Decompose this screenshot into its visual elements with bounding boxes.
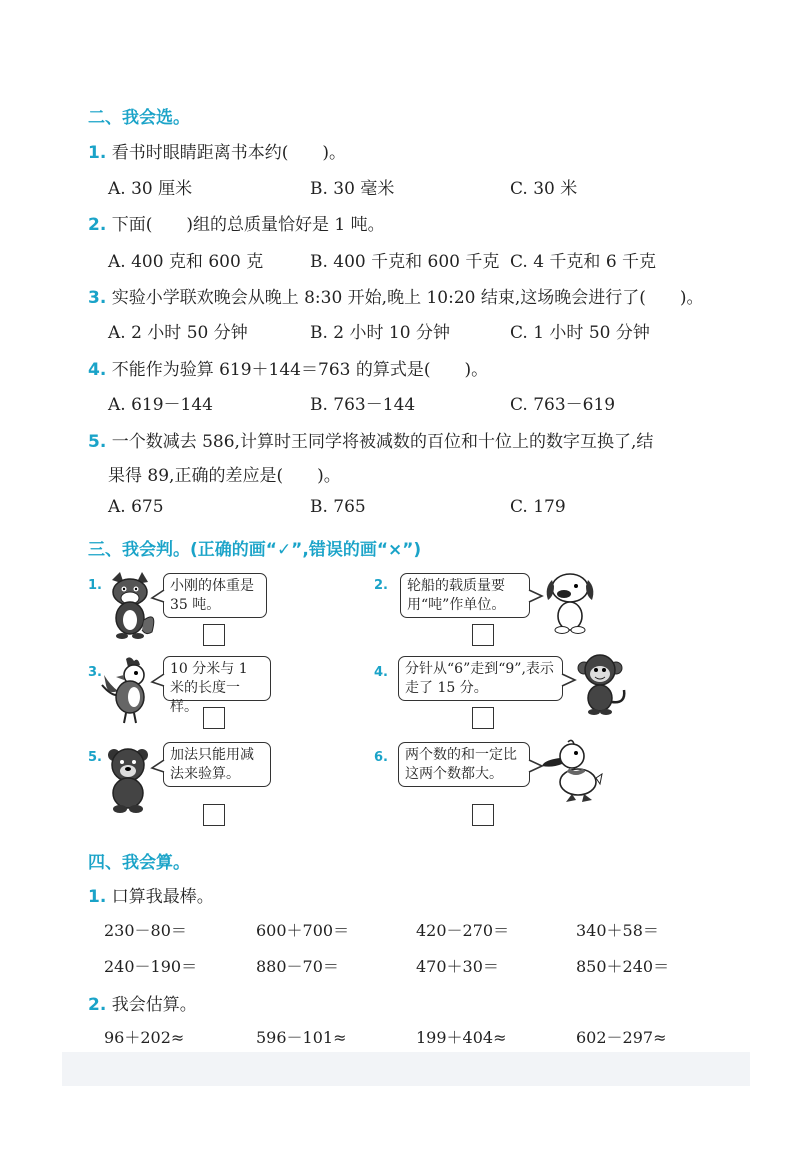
question-text: 下面( )组的总质量恰好是 1 吨。 — [111, 215, 385, 235]
part-1-heading — [88, 882, 214, 907]
option-a[interactable]: A. 2 小时 50 分钟 — [108, 323, 248, 343]
option-c[interactable]: C. 1 小时 50 分钟 — [510, 323, 650, 343]
question-number: 4. — [88, 360, 107, 380]
calc-item[interactable]: 240－190＝ — [104, 957, 198, 976]
section-4-title: 四、我会算。 — [88, 853, 190, 873]
calc-item[interactable]: 600＋700＝ — [256, 921, 350, 940]
part-title: 口算我最棒。 — [111, 887, 214, 907]
calc-item[interactable]: 340＋58＝ — [576, 921, 659, 940]
question-number: 1. — [88, 143, 107, 163]
calc-item[interactable]: 470＋30＝ — [416, 957, 499, 976]
calc-item[interactable]: 850＋240＝ — [576, 957, 670, 976]
speech-bubble: 两个数的和一定比这两个数都大。 — [398, 742, 530, 787]
judge-number: 4. — [374, 665, 388, 680]
judge-number: 2. — [374, 578, 388, 593]
bottom-band — [62, 1052, 750, 1086]
option-a[interactable]: A. 675 — [108, 497, 164, 517]
option-b[interactable]: B. 763－144 — [310, 395, 416, 415]
calc-item[interactable]: 420－270＝ — [416, 921, 510, 940]
question-text: 实验小学联欢晚会从晚上 8:30 开始,晚上 10:20 结束,这场晚会进行了( )。 — [111, 288, 704, 308]
speech-bubble: 加法只能用减法来验算。 — [163, 742, 271, 787]
speech-bubble: 分针从“6”走到“9”,表示走了 15 分。 — [398, 656, 563, 701]
option-a[interactable]: A. 30 厘米 — [108, 179, 193, 199]
judge-number: 5. — [88, 750, 102, 765]
question-text-line1: 一个数减去 586,计算时王同学将被减数的百位和十位上的数字互换了,结 — [111, 432, 654, 452]
estimate-item[interactable]: 602－297≈ — [576, 1028, 667, 1047]
option-b[interactable]: B. 400 千克和 600 千克 — [310, 252, 500, 272]
part-2-heading — [88, 990, 197, 1015]
option-c[interactable]: C. 4 千克和 6 千克 — [510, 252, 657, 272]
question-number: 2. — [88, 215, 107, 235]
section-3-title: 三、我会判。(正确的画“✓”,错误的画“×”) — [88, 540, 422, 560]
option-b[interactable]: B. 2 小时 10 分钟 — [310, 323, 450, 343]
section-2-title: 二、我会选。 — [88, 108, 190, 128]
estimate-item[interactable]: 199＋404≈ — [416, 1028, 507, 1047]
calc-item[interactable]: 230－80＝ — [104, 921, 187, 940]
part-title: 我会估算。 — [111, 995, 197, 1015]
option-c[interactable]: C. 179 — [510, 497, 566, 517]
option-b[interactable]: B. 765 — [310, 497, 366, 517]
option-c[interactable]: C. 30 米 — [510, 179, 578, 199]
question-text-line2: 果得 89,正确的差应是( )。 — [108, 466, 341, 486]
part-number: 1. — [88, 887, 107, 907]
option-c[interactable]: C. 763－619 — [510, 395, 616, 415]
speech-bubble: 轮船的载质量要用“吨”作单位。 — [400, 573, 530, 618]
judge-number: 6. — [374, 750, 388, 765]
question-number: 3. — [88, 288, 107, 308]
question-text: 看书时眼睛距离书本约( )。 — [111, 143, 346, 163]
estimate-item[interactable]: 96＋202≈ — [104, 1028, 185, 1047]
option-a[interactable]: A. 400 克和 600 克 — [108, 252, 264, 272]
speech-bubble: 10 分米与 1 米的长度一样。 — [163, 656, 271, 701]
part-number: 2. — [88, 995, 107, 1015]
question-text: 不能作为验算 619＋144＝763 的算式是( )。 — [111, 360, 489, 380]
calc-item[interactable]: 880－70＝ — [256, 957, 339, 976]
option-a[interactable]: A. 619－144 — [108, 395, 213, 415]
judge-number: 1. — [88, 578, 102, 593]
estimate-item[interactable]: 596－101≈ — [256, 1028, 347, 1047]
speech-bubble: 小刚的体重是35 吨。 — [163, 573, 267, 618]
judge-number: 3. — [88, 665, 102, 680]
question-number: 5. — [88, 432, 107, 452]
option-b[interactable]: B. 30 毫米 — [310, 179, 395, 199]
